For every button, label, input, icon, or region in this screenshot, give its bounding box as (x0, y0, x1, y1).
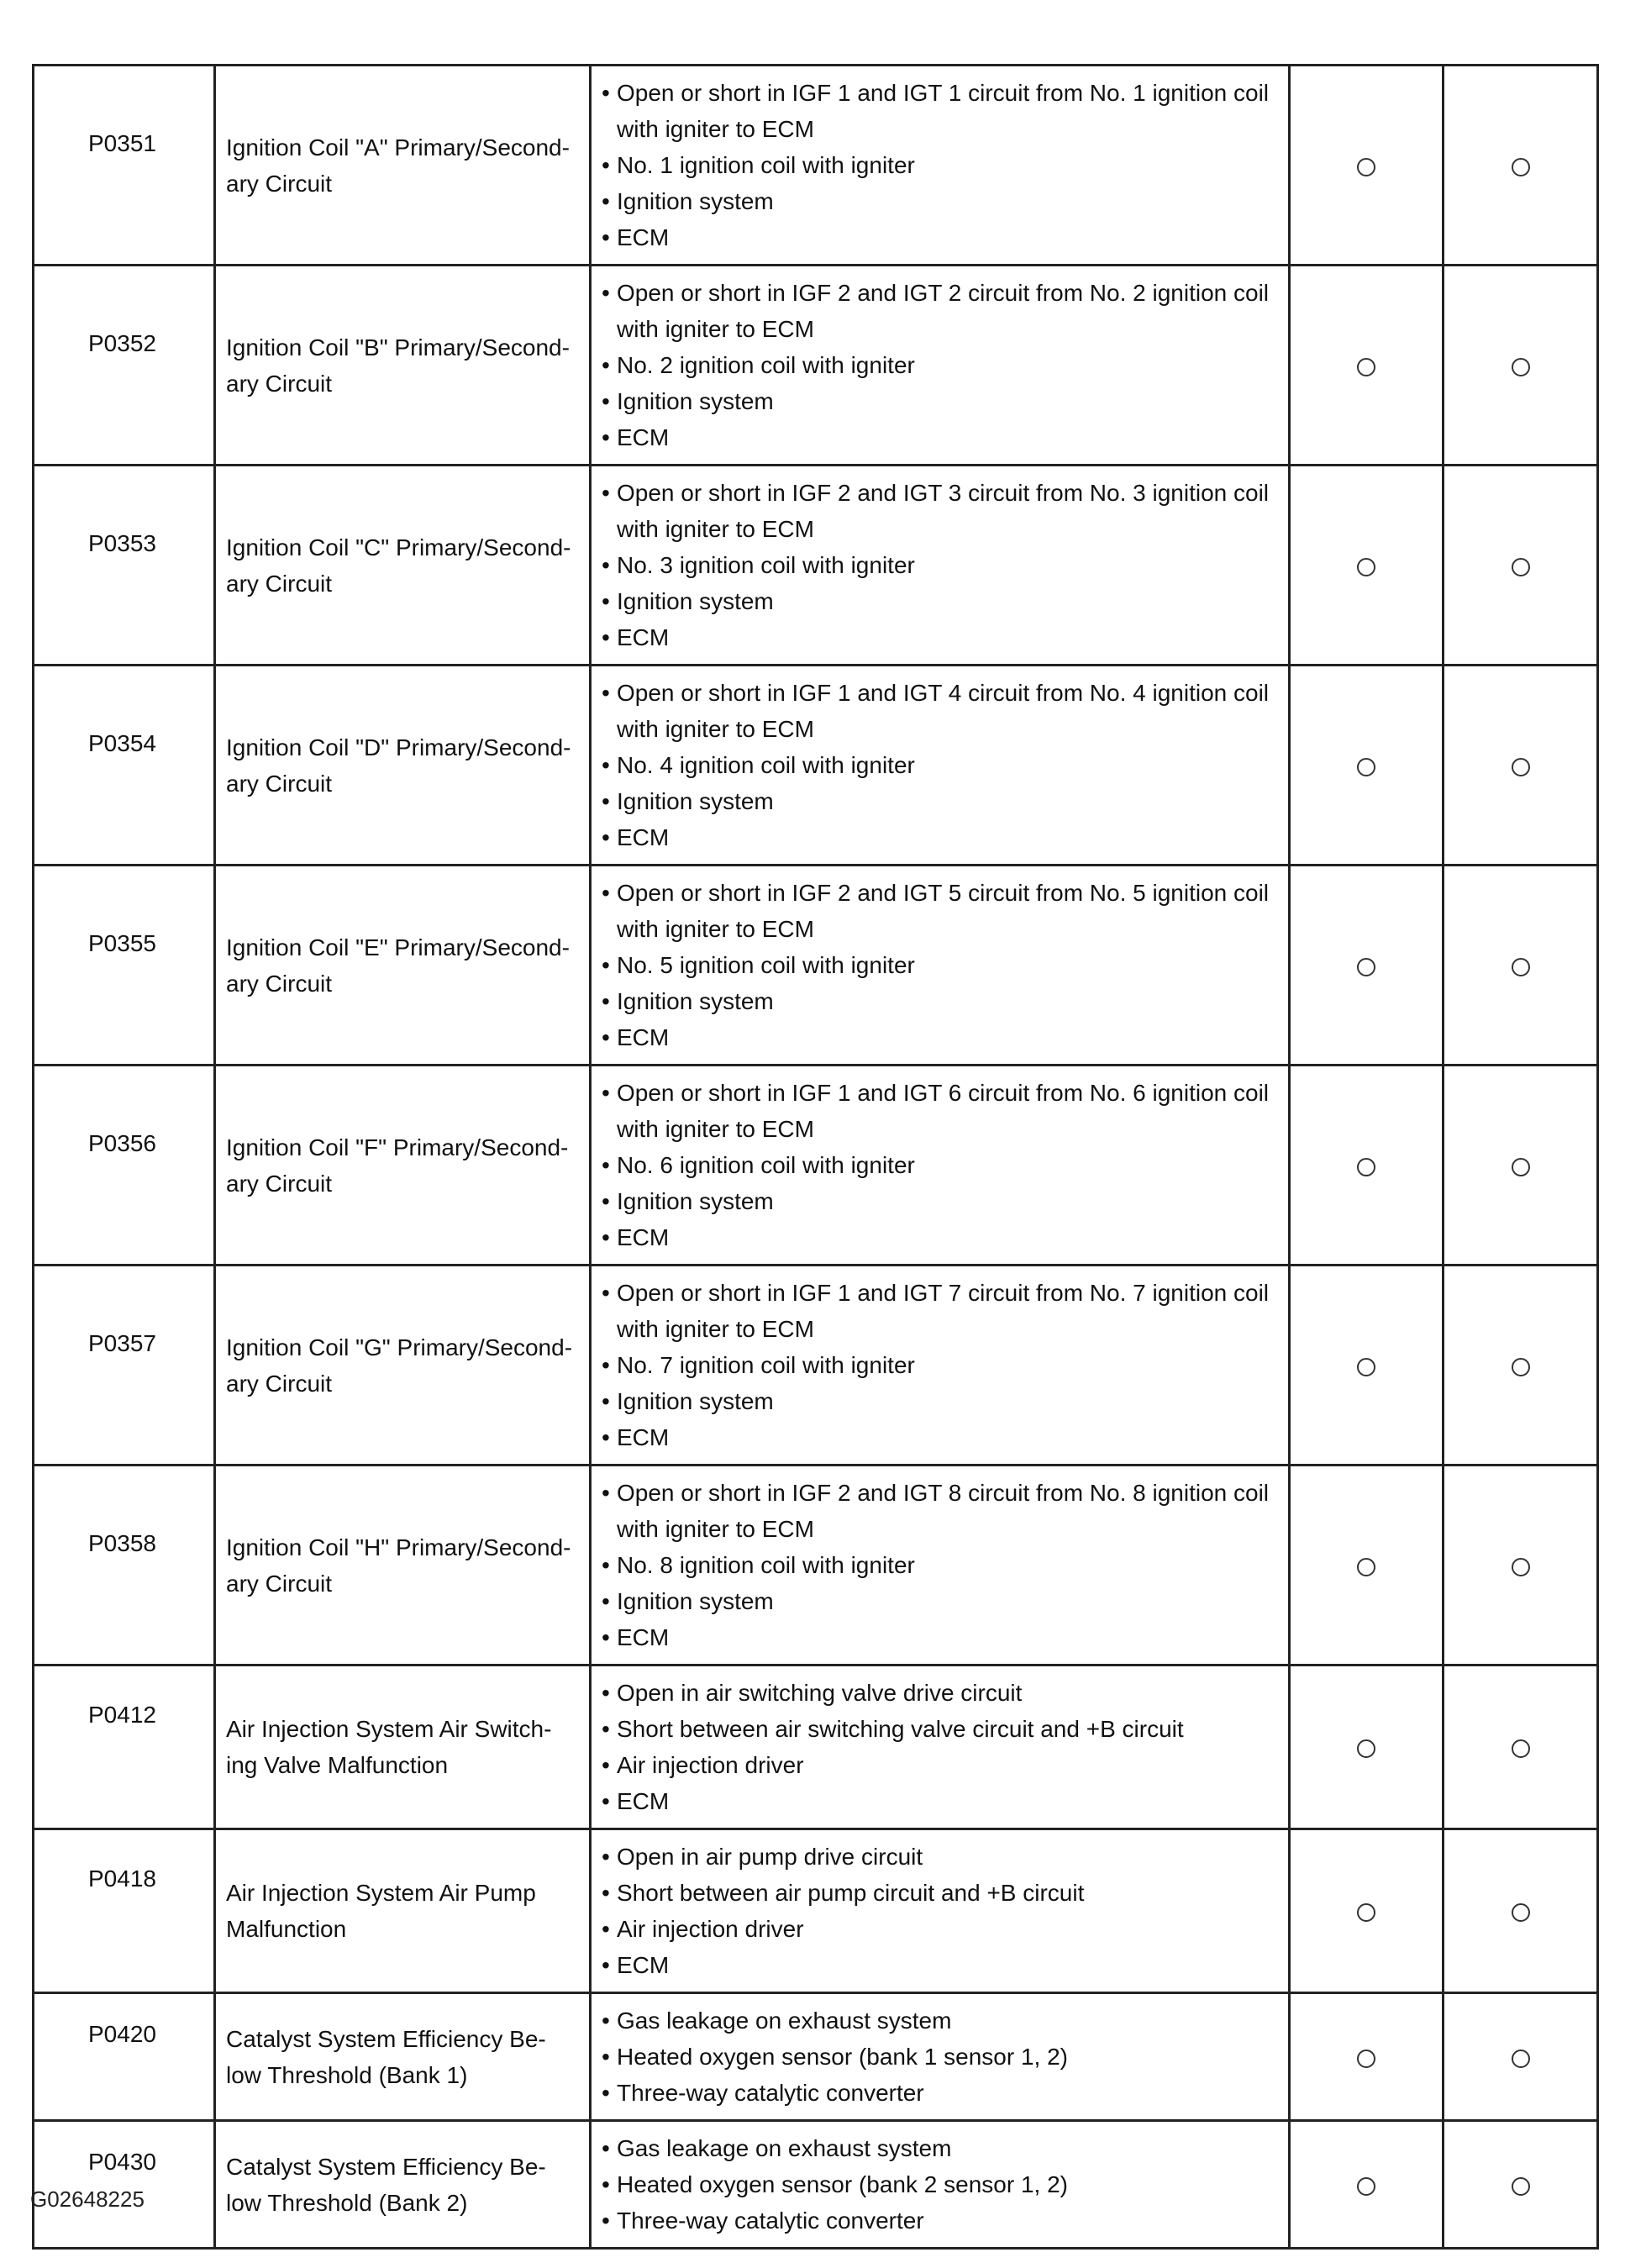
table-row (34, 1066, 1598, 1266)
dtc-table (32, 64, 1599, 2250)
dtc-code: P0418 (34, 1829, 215, 1993)
trouble-area-item: • Ignition system (602, 188, 774, 214)
trouble-area-list (591, 1466, 1290, 1665)
mark-cell (1444, 666, 1598, 866)
trouble-area-item: • No. 3 ignition coil with igniter (602, 552, 915, 578)
trouble-area-list (591, 666, 1290, 866)
trouble-area-item: • Ignition system (602, 1588, 774, 1614)
mark-cell (1290, 666, 1444, 866)
trouble-area-item: • ECM (602, 624, 670, 650)
circle-mark-icon (1357, 2177, 1375, 2196)
circle-mark-icon (1357, 358, 1375, 376)
trouble-area-item: • Gas leakage on exhaust system (602, 2008, 952, 2034)
mark-cell (1290, 1266, 1444, 1466)
trouble-area-list (591, 1066, 1290, 1266)
mark-cell (1290, 1066, 1444, 1266)
table-row (34, 1665, 1598, 1829)
circle-mark-icon (1512, 958, 1530, 976)
circle-mark-icon (1512, 1739, 1530, 1758)
dtc-code: P0356 (34, 1066, 215, 1266)
circle-mark-icon (1512, 558, 1530, 576)
circle-mark-icon (1512, 2050, 1530, 2068)
mark-cell (1290, 1993, 1444, 2121)
trouble-area-item: • ECM (602, 824, 670, 850)
circle-mark-icon (1357, 758, 1375, 776)
table-row (34, 1266, 1598, 1466)
trouble-area-item: • ECM (602, 1024, 670, 1050)
trouble-area-item: • Open or short in IGF 1 and IGT 7 circuit from No. 7 ignition coil with igniter to ECM (602, 1280, 1270, 1342)
trouble-area-item: • Ignition system (602, 1388, 774, 1414)
trouble-area-item: • ECM (602, 424, 670, 450)
circle-mark-icon (1512, 2177, 1530, 2196)
trouble-area-item: • No. 7 ignition coil with igniter (602, 1352, 915, 1378)
mark-cell (1444, 66, 1598, 266)
trouble-area-item: • Ignition system (602, 388, 774, 414)
detection-item-text: Ignition Coil "A" Primary/Second-ary Circuit (226, 134, 570, 197)
trouble-area-item: • Air injection driver (602, 1916, 804, 1942)
table-row (34, 1466, 1598, 1665)
trouble-area-item: • Ignition system (602, 988, 774, 1014)
circle-mark-icon (1512, 1358, 1530, 1376)
trouble-area-item: • Open or short in IGF 1 and IGT 4 circuit from No. 4 ignition coil with igniter to ECM (602, 680, 1270, 742)
detection-item-text: Ignition Coil "G" Primary/Second-ary Circuit (226, 1334, 573, 1397)
detection-item-text: Catalyst System Efficiency Be-low Threshold (Bank 2) (226, 2153, 546, 2216)
circle-mark-icon (1512, 1158, 1530, 1176)
trouble-area-item: • No. 8 ignition coil with igniter (602, 1552, 915, 1578)
mark-cell (1444, 266, 1598, 466)
trouble-area-item: • No. 1 ignition coil with igniter (602, 152, 915, 178)
mark-cell (1290, 466, 1444, 666)
detection-item (215, 866, 591, 1066)
mark-cell (1290, 1466, 1444, 1665)
detection-item (215, 666, 591, 866)
figure-id: G02648225 (30, 2186, 145, 2212)
dtc-code: P0354 (34, 666, 215, 866)
detection-item (215, 466, 591, 666)
mark-cell (1290, 1829, 1444, 1993)
trouble-area-item: • No. 4 ignition coil with igniter (602, 752, 915, 778)
detection-item-text: Air Injection System Air Pump Malfunction (226, 1880, 536, 1942)
detection-item (215, 1993, 591, 2121)
trouble-area-item: • Gas leakage on exhaust system (602, 2135, 952, 2161)
dtc-code: P0355 (34, 866, 215, 1066)
trouble-area-item: • ECM (602, 1624, 670, 1650)
detection-item-text: Ignition Coil "C" Primary/Second-ary Circuit (226, 534, 571, 597)
trouble-area-item: • No. 5 ignition coil with igniter (602, 952, 915, 978)
circle-mark-icon (1512, 758, 1530, 776)
mark-cell (1290, 866, 1444, 1066)
mark-cell (1290, 1665, 1444, 1829)
trouble-area-list (591, 866, 1290, 1066)
circle-mark-icon (1357, 558, 1375, 576)
detection-item-text: Ignition Coil "F" Primary/Second-ary Circuit (226, 1134, 569, 1197)
detection-item-text: Ignition Coil "H" Primary/Second-ary Circuit (226, 1534, 571, 1597)
trouble-area-list (591, 2121, 1290, 2249)
mark-cell (1444, 866, 1598, 1066)
trouble-area-item: • ECM (602, 1424, 670, 1450)
trouble-area-item: • Air injection driver (602, 1752, 804, 1778)
detection-item-text: Ignition Coil "B" Primary/Second-ary Circuit (226, 334, 570, 397)
trouble-area-item: • Heated oxygen sensor (bank 2 sensor 1, 2) (602, 2171, 1068, 2197)
table-row (34, 266, 1598, 466)
detection-item (215, 2121, 591, 2249)
table-row (34, 66, 1598, 266)
dtc-code: P0430 (34, 2121, 215, 2249)
trouble-area-list (591, 266, 1290, 466)
mark-cell (1444, 466, 1598, 666)
trouble-area-item: • Ignition system (602, 1188, 774, 1214)
detection-item (215, 1266, 591, 1466)
mark-cell (1444, 1466, 1598, 1665)
circle-mark-icon (1357, 1358, 1375, 1376)
dtc-code: P0357 (34, 1266, 215, 1466)
circle-mark-icon (1512, 358, 1530, 376)
circle-mark-icon (1357, 1739, 1375, 1758)
mark-cell (1290, 66, 1444, 266)
circle-mark-icon (1512, 1903, 1530, 1922)
mark-cell (1290, 266, 1444, 466)
detection-item-text: Catalyst System Efficiency Be-low Threshold (Bank 1) (226, 2025, 546, 2088)
mark-cell (1444, 1665, 1598, 1829)
trouble-area-item: • Short between air pump circuit and +B circuit (602, 1880, 1085, 1906)
trouble-area-item: • Heated oxygen sensor (bank 1 sensor 1, 2) (602, 2044, 1068, 2070)
trouble-area-list (591, 1829, 1290, 1993)
trouble-area-item: • No. 2 ignition coil with igniter (602, 352, 915, 378)
detection-item (215, 266, 591, 466)
table-row (34, 666, 1598, 866)
trouble-area-list (591, 1993, 1290, 2121)
trouble-area-item: • Open or short in IGF 1 and IGT 1 circuit from No. 1 ignition coil with igniter to ECM (602, 80, 1270, 142)
trouble-area-item: • ECM (602, 1224, 670, 1250)
trouble-area-item: • Short between air switching valve circuit and +B circuit (602, 1716, 1184, 1742)
trouble-area-item: • Open in air pump drive circuit (602, 1844, 923, 1870)
circle-mark-icon (1357, 1558, 1375, 1576)
trouble-area-list (591, 466, 1290, 666)
mark-cell (1444, 1829, 1598, 1993)
trouble-area-item: • Open in air switching valve drive circuit (602, 1680, 1023, 1706)
dtc-code: P0351 (34, 66, 215, 266)
dtc-table-body (34, 66, 1598, 2249)
circle-mark-icon (1357, 1903, 1375, 1922)
dtc-code: P0358 (34, 1466, 215, 1665)
detection-item (215, 1829, 591, 1993)
trouble-area-list (591, 66, 1290, 266)
trouble-area-item: • Ignition system (602, 788, 774, 814)
dtc-code: P0353 (34, 466, 215, 666)
trouble-area-item: • Three-way catalytic converter (602, 2207, 924, 2234)
circle-mark-icon (1512, 158, 1530, 176)
dtc-code: P0352 (34, 266, 215, 466)
detection-item (215, 1665, 591, 1829)
dtc-code: P0412 (34, 1665, 215, 1829)
trouble-area-item: • Open or short in IGF 1 and IGT 6 circuit from No. 6 ignition coil with igniter to ECM (602, 1080, 1270, 1142)
trouble-area-item: • Open or short in IGF 2 and IGT 2 circuit from No. 2 ignition coil with igniter to ECM (602, 280, 1270, 342)
trouble-area-item: • ECM (602, 1952, 670, 1978)
circle-mark-icon (1357, 958, 1375, 976)
trouble-area-list (591, 1266, 1290, 1466)
mark-cell (1290, 2121, 1444, 2249)
circle-mark-icon (1357, 158, 1375, 176)
table-row (34, 1993, 1598, 2121)
table-row (34, 2121, 1598, 2249)
detection-item (215, 1066, 591, 1266)
trouble-area-list (591, 1665, 1290, 1829)
detection-item-text: Ignition Coil "D" Primary/Second-ary Circuit (226, 734, 571, 797)
mark-cell (1444, 1993, 1598, 2121)
trouble-area-item: • Open or short in IGF 2 and IGT 3 circuit from No. 3 ignition coil with igniter to ECM (602, 480, 1270, 542)
detection-item (215, 1466, 591, 1665)
trouble-area-item: • ECM (602, 1788, 670, 1814)
circle-mark-icon (1357, 2050, 1375, 2068)
dtc-code: P0420 (34, 1993, 215, 2121)
trouble-area-item: • Ignition system (602, 588, 774, 614)
trouble-area-item: • Open or short in IGF 2 and IGT 5 circuit from No. 5 ignition coil with igniter to ECM (602, 880, 1270, 942)
detection-item-text: Ignition Coil "E" Primary/Second-ary Circuit (226, 934, 570, 997)
trouble-area-item: • Three-way catalytic converter (602, 2080, 924, 2106)
trouble-area-item: • Open or short in IGF 2 and IGT 8 circuit from No. 8 ignition coil with igniter to ECM (602, 1480, 1270, 1542)
mark-cell (1444, 1066, 1598, 1266)
trouble-area-item: • No. 6 ignition coil with igniter (602, 1152, 915, 1178)
mark-cell (1444, 1266, 1598, 1466)
table-row (34, 466, 1598, 666)
detection-item-text: Air Injection System Air Switch-ing Valve Malfunction (226, 1716, 552, 1778)
circle-mark-icon (1357, 1158, 1375, 1176)
mark-cell (1444, 2121, 1598, 2249)
table-row (34, 1829, 1598, 1993)
detection-item (215, 66, 591, 266)
circle-mark-icon (1512, 1558, 1530, 1576)
table-row (34, 866, 1598, 1066)
trouble-area-item: • ECM (602, 224, 670, 250)
